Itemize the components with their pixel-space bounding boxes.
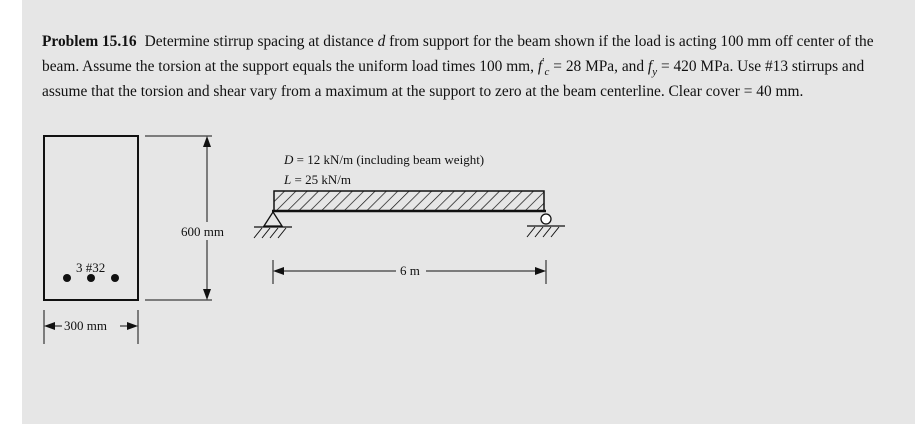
fc-symbol: f <box>537 58 543 76</box>
dead-load-label <box>283 152 484 167</box>
span-label: 6 m <box>400 263 420 278</box>
fy-subscript: y <box>652 66 658 79</box>
span-arrow-right <box>535 267 546 275</box>
fy-symbol: f <box>647 58 653 76</box>
pin-support <box>264 212 282 226</box>
rebar-3 <box>111 274 119 282</box>
fc-value: = 28 MPa, and <box>553 58 645 76</box>
fc-subscript: c <box>544 66 550 79</box>
dead-load-value: = 12 kN/m (including beam weight) <box>296 152 485 167</box>
height-label: 600 mm <box>181 224 224 239</box>
width-arrow-left <box>44 322 55 330</box>
pin-ground-hatch <box>254 228 286 238</box>
problem-number: Problem 15.16 <box>42 33 137 50</box>
rebar-2 <box>87 274 95 282</box>
uniform-load-band <box>274 191 544 211</box>
live-load-label <box>283 172 351 187</box>
span-arrow-left <box>273 267 284 275</box>
fc-prime: ′ <box>542 56 545 68</box>
rebar-label: 3 #32 <box>76 260 106 275</box>
problem-text-2: from support for the beam shown if the load is acting 100 mm off center of the beam. Assume the torsion at the support equals the uniform load times 100 mm, <box>42 33 874 76</box>
dead-prefix: D <box>284 152 294 167</box>
roller-ground-hatch <box>527 227 559 237</box>
variable-d: d <box>377 33 386 50</box>
height-arrow-bottom <box>203 289 211 300</box>
width-arrow-right <box>127 322 138 330</box>
rebar-1 <box>63 274 71 282</box>
problem-text-1: Determine stirrup spacing at distance <box>144 33 374 50</box>
roller-support <box>541 214 551 224</box>
height-arrow-top <box>203 136 211 147</box>
live-prefix: L <box>284 172 292 187</box>
width-label: 300 mm <box>64 318 107 333</box>
live-load-value: = 25 kN/m <box>294 172 351 187</box>
fy-value: = 420 MPa. Use #13 stirrups and assume that the torsion and shear vary from a maximum at the support to zero at the beam centerline. Clear cover = 40 mm. <box>42 58 865 101</box>
